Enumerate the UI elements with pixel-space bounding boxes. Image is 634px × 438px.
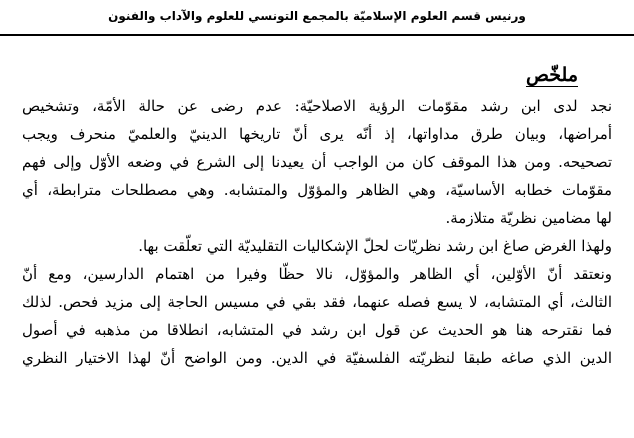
abstract-line: أمراضها، وبيان طرق مداواتها، إذ أنّه يرى أنّ تاريخها الدينيّ والعلميّ منحرف ويجب: [22, 125, 612, 143]
abstract-line: لها مضامين نظريّة متلازمة.: [445, 209, 612, 227]
header-divider: [0, 34, 634, 36]
abstract-line: نجد لدى ابن رشد مقوّمات الرؤية الاصلاحيّة: عدم رضى عن حالة الأمّة، وتشخيص: [22, 97, 612, 115]
abstract-heading: ملخّص: [525, 64, 578, 86]
abstract-line: الثالث، أي المتشابه، لا يسع فصله عنهما، فقد بقي في مسيس الحاجة إلى مزيد فحص. لذلك: [22, 293, 612, 311]
abstract-line: فما نقترحه هنا هو الحديث عن قول ابن رشد في المتشابه، انطلاقا من مذهبه في أصول: [22, 321, 612, 339]
abstract-line: الدين الذي صاغه طبقا لنظريّته الفلسفيّة في الدين. ومن الواضح أنّ لهذا الاختيار النظري: [22, 349, 612, 367]
author-affiliation: ورنيس قسم العلوم الإسلاميّة بالمجمع التونسي للعلوم والآداب والفنون: [108, 9, 526, 23]
abstract-line: ولهذا الغرض صاغ ابن رشد نظريّات لحلّ الإشكاليات التقليديّة التي تعلّقت بها.: [138, 237, 612, 255]
abstract-line: مقوّمات خطابه الأساسيّة، وهي الظاهر والمؤوّل والمتشابه. وهي مصطلحات مترابطة، أي: [22, 181, 612, 199]
abstract-line: تصحيحه. ومن هذا الموقف كان من الواجب أن يعيدنا إلى الشرع في وضعه الأوّل وإلى فهم: [22, 153, 612, 171]
abstract-line: ونعتقد أنّ الأوّلين، أي الظاهر والمؤوّل، نالا حظّا وفيرا من اهتمام الدارسين، ومع أنّ: [22, 265, 612, 283]
